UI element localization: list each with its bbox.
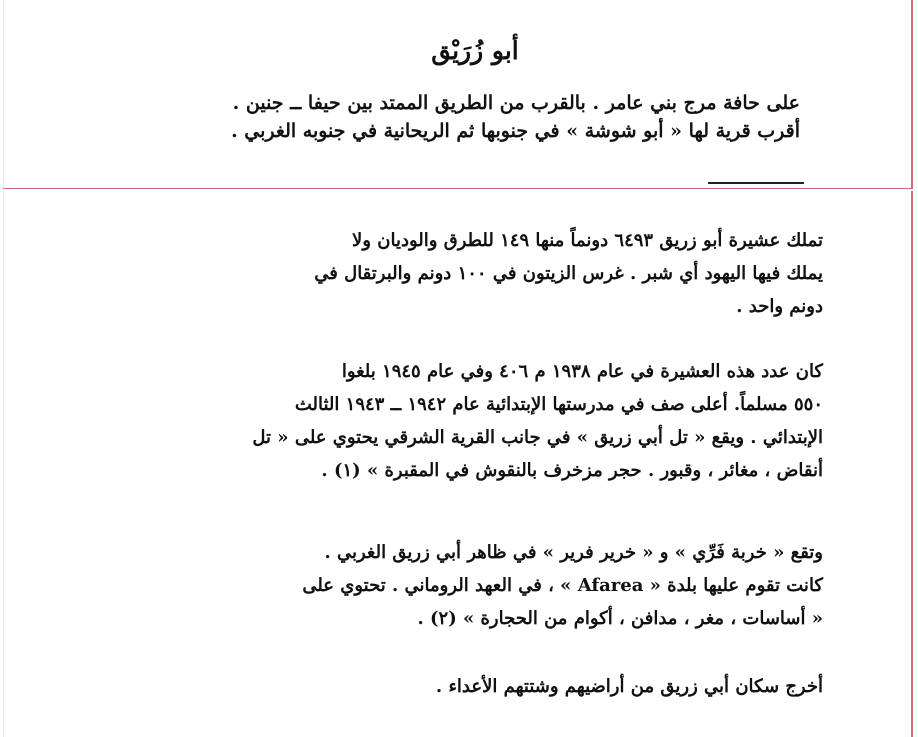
text-line: تملك عشيرة أبو زريق ٦٤٩٣ دونماً منها ١٤٩ للطرق والوديان ولا <box>352 230 823 251</box>
text-line: الإبتدائي . ويقع « تل أبي زريق » في جانب القرية الشرقي يحتوي على « تل <box>252 427 823 448</box>
ink-underline <box>708 182 804 184</box>
page-border-right <box>911 191 913 737</box>
page-border-left <box>3 0 4 188</box>
paragraph-ruins <box>88 536 823 635</box>
text-line: أنقاض ، مغائر ، وقبور . حجر مزخرف بالنقوش في المقبرة » (١) . <box>321 460 823 481</box>
text-line: أخرج سكان أبي زريق من أراضيهم وشتتهم الأعداء . <box>435 676 823 697</box>
intro-line: على حافة مرج بني عامر . بالقرب من الطريق الممتد بين حيفا ــ جنين . <box>232 92 800 114</box>
text-line: « أساسات ، مغر ، مدافن ، أكوام من الحجارة » (٢) . <box>417 608 823 629</box>
text-line: ٥٥٠ مسلماً. أعلى صف في مدرستها الإبتدائية عام ١٩٤٢ ــ ١٩٤٣ الثالث <box>294 394 823 415</box>
paragraph-population <box>88 355 823 487</box>
section-divider <box>3 188 913 189</box>
text-line: وتقع « خربة فَرِّي » و « خرير فرير » في ظاهر أبي زريق الغربي . <box>324 542 823 563</box>
text-line: كان عدد هذه العشيرة في عام ١٩٣٨ م ٤٠٦ وفي عام ١٩٤٥ بلغوا <box>341 361 823 382</box>
paragraph-expulsion <box>88 670 823 703</box>
intro-line: أقرب قرية لها « أبو شوشة » في جنوبها ثم الريحانية في جنوبه الغربي . <box>231 120 800 142</box>
intro-paragraph <box>100 89 800 145</box>
text-line: دونم واحد . <box>736 296 823 317</box>
page-border-left <box>3 191 4 737</box>
paragraph-land <box>88 224 823 323</box>
page-title: أبو زُرَيْق <box>431 36 519 65</box>
text-line: كانت تقوم عليها بلدة « Afarea » ، في العهد الروماني . تحتوي على <box>302 575 823 596</box>
page-border-right <box>911 0 913 188</box>
text-line: يملك فيها اليهود أي شبر . غرس الزيتون في ١٠٠ دونم والبرتقال في <box>314 263 823 284</box>
